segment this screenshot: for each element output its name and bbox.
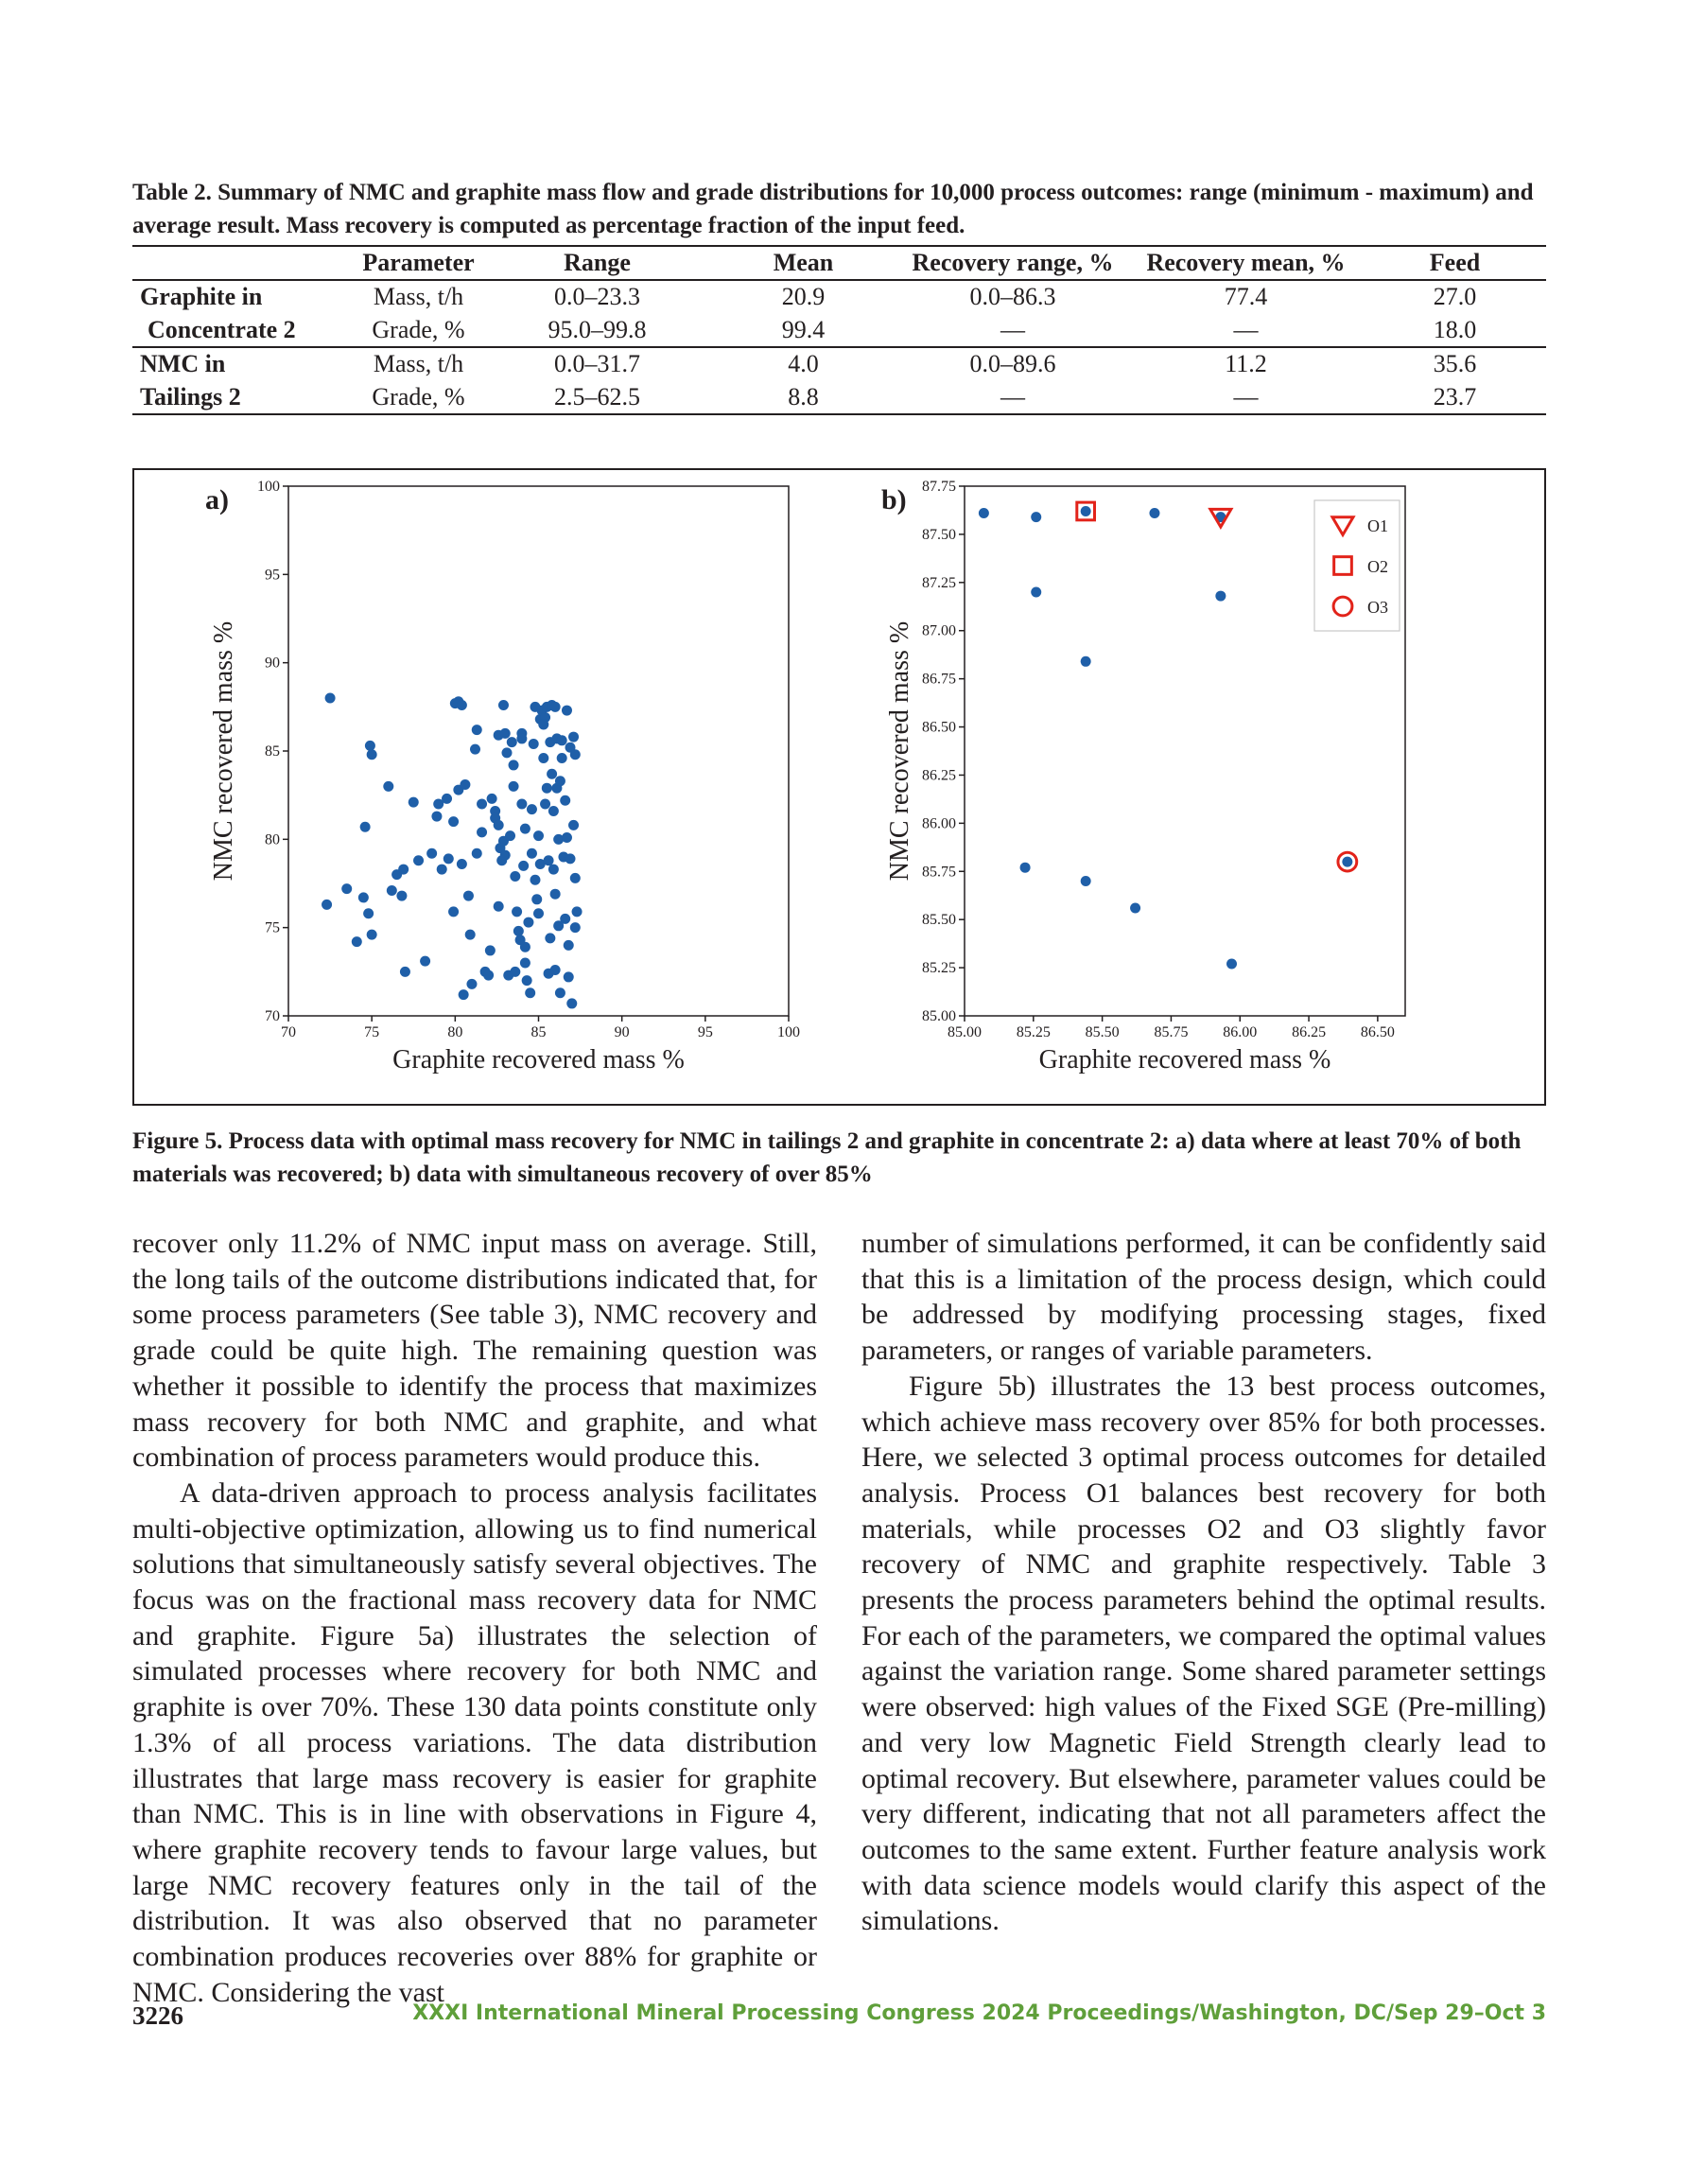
panel-b-point bbox=[1031, 587, 1041, 598]
panel-b-point bbox=[979, 508, 989, 518]
panel-a-point bbox=[477, 799, 487, 810]
table-header-cell: Recovery mean, % bbox=[1128, 246, 1364, 280]
panel-a-point bbox=[367, 930, 377, 940]
panel-a-x-tick-label: 70 bbox=[281, 1024, 296, 1040]
panel-a-point bbox=[426, 848, 437, 859]
table-cell: Grade, % bbox=[372, 315, 465, 343]
panel-a-x-tick-label: 95 bbox=[697, 1024, 713, 1040]
table-cell: 11.2 bbox=[1128, 347, 1364, 381]
panel-a-y-tick-label: 90 bbox=[265, 655, 280, 672]
paragraph: number of simulations performed, it can be confidently said that this is a limitation of the process design, which could be addressed by modifying processing stages, fixed parameters, or ranges of variable parameters. bbox=[861, 1228, 1546, 1367]
panel-b-legend-label: O1 bbox=[1367, 516, 1388, 535]
panel-a-x-tick-label: 85 bbox=[530, 1024, 547, 1040]
panel-b-y-tick-label: 85.50 bbox=[922, 912, 956, 929]
table-cell: 8.8 bbox=[709, 381, 897, 415]
table-cell: — bbox=[1128, 381, 1364, 415]
panel-a-point bbox=[398, 865, 409, 875]
panel-a-point bbox=[560, 795, 570, 806]
panel-a-point bbox=[383, 781, 393, 792]
panel-a-point bbox=[365, 741, 375, 751]
panel-b-x-tick-label: 85.75 bbox=[1154, 1024, 1189, 1040]
table-cell: 77.4 bbox=[1128, 280, 1364, 314]
panel-a-point bbox=[538, 720, 548, 730]
panel-b-point bbox=[1031, 512, 1041, 522]
panel-a-chart bbox=[205, 479, 800, 1075]
table-cell: 18.0 bbox=[1433, 315, 1477, 343]
panel-a-point bbox=[494, 820, 504, 830]
panel-b-point bbox=[1226, 959, 1237, 970]
panel-a-point bbox=[457, 859, 467, 869]
table-header-cell bbox=[132, 246, 352, 280]
panel-b-x-tick-label: 85.25 bbox=[1016, 1024, 1051, 1040]
panel-a-point bbox=[442, 794, 452, 804]
panel-b-y-tick-label: 86.00 bbox=[922, 815, 956, 832]
panel-a-point bbox=[483, 970, 494, 981]
panel-a-point bbox=[525, 987, 535, 998]
table-row bbox=[132, 381, 1546, 415]
body-column-right bbox=[861, 1226, 1546, 1939]
panel-a-point bbox=[560, 914, 570, 924]
summary-table bbox=[132, 245, 1546, 415]
panel-a-point bbox=[555, 776, 565, 786]
panel-a-point bbox=[516, 799, 527, 810]
panel-a-y-tick-label: 75 bbox=[265, 919, 280, 936]
panel-a-point bbox=[568, 732, 579, 743]
panel-a-point bbox=[494, 901, 504, 912]
table-cell: 0.0–86.3 bbox=[897, 280, 1128, 314]
figure-5-charts bbox=[134, 470, 1544, 1104]
panel-a-point bbox=[527, 848, 537, 859]
panel-a-point bbox=[527, 804, 537, 814]
panel-b-y-tick-label: 87.00 bbox=[922, 622, 956, 639]
panel-a-point bbox=[448, 816, 459, 827]
table-cell: — bbox=[1000, 315, 1025, 343]
panel-b-y-tick-label: 86.75 bbox=[922, 671, 956, 688]
panel-b-legend-label: O3 bbox=[1367, 598, 1388, 617]
panel-a-point bbox=[530, 702, 540, 712]
panel-a-point bbox=[457, 700, 467, 710]
panel-a-point bbox=[431, 812, 442, 822]
panel-a-y-tick-label: 100 bbox=[257, 479, 280, 495]
panel-b-x-tick-label: 86.50 bbox=[1360, 1024, 1395, 1040]
table-cell: 4.0 bbox=[709, 347, 897, 381]
table-cell: 27.0 bbox=[1364, 280, 1546, 314]
panel-a-point bbox=[420, 956, 430, 967]
panel-a-point bbox=[360, 822, 371, 832]
panel-a-point bbox=[387, 885, 397, 896]
panel-a-plot-area bbox=[288, 486, 789, 1016]
panel-b-y-tick-label: 86.50 bbox=[922, 719, 956, 736]
panel-a-point bbox=[565, 853, 576, 864]
panel-a-point bbox=[564, 971, 574, 982]
panel-a-point bbox=[566, 998, 577, 1008]
panel-a-point bbox=[550, 889, 561, 900]
table-cell: 20.9 bbox=[709, 280, 897, 314]
running-footer-title: XXXI International Mineral Processing Congress 2024 Proceedings/Washington, DC/Sep 29–Oct 3 bbox=[412, 2001, 1546, 2025]
panel-a-point bbox=[523, 917, 533, 928]
panel-b-y-tick-label: 86.25 bbox=[922, 767, 956, 784]
panel-a-point bbox=[557, 753, 567, 763]
panel-a-x-tick-label: 90 bbox=[614, 1024, 630, 1040]
panel-a-point bbox=[409, 797, 419, 808]
panel-a-point bbox=[500, 850, 511, 861]
page-number: 3226 bbox=[132, 2001, 183, 2030]
panel-a-point bbox=[322, 900, 332, 910]
panel-b-point bbox=[1081, 656, 1091, 667]
panel-a-point bbox=[545, 933, 555, 943]
panel-a-point bbox=[466, 979, 477, 989]
table-cell: 23.7 bbox=[1364, 381, 1546, 415]
table-cell: 2.5–62.5 bbox=[485, 381, 709, 415]
panel-b-label: b) bbox=[881, 484, 907, 515]
panel-a-point bbox=[460, 779, 470, 790]
table-row bbox=[132, 280, 1546, 314]
panel-b-legend-label: O2 bbox=[1367, 557, 1388, 576]
table-header-cell: Feed bbox=[1364, 246, 1546, 280]
panel-a-point bbox=[548, 865, 559, 875]
panel-a-y-tick-label: 95 bbox=[265, 567, 280, 584]
body-column-left bbox=[132, 1226, 817, 2010]
panel-a-point bbox=[562, 706, 572, 716]
paragraph: A data-driven approach to process analysis facilitates multi-objective optimization, allowing us to find numerical solutions that simultaneously satisfy several objectives. The focus was on the fractional mass recovery data for NMC and graphite. Figure 5a) illustrates the selection of simulated processes where recovery for both NMC and graphite is over 70%. These 130 data points constitute only 1.3% of all process variations. The data distribution illustrates that large mass recovery is easier for graphite than NMC. This is in line with observations in Figure 4, where graphite recovery tends to favour large values, but large NMC recovery features only in the tail of the distribution. It was also observed that no parameter combination produces recoveries over 88% for graphite or NMC. Considering the vast bbox=[132, 1476, 817, 2008]
table-cell: Mass, t/h bbox=[352, 347, 485, 381]
panel-b-x-tick-label: 85.00 bbox=[948, 1024, 982, 1040]
panel-b-point bbox=[1081, 506, 1091, 516]
panel-a-point bbox=[459, 989, 469, 1000]
table-header-row bbox=[132, 246, 1546, 280]
table-cell-group: Tailings 2 bbox=[132, 381, 352, 415]
panel-a-point bbox=[352, 936, 362, 947]
table-header-cell: Range bbox=[485, 246, 709, 280]
panel-b-point bbox=[1020, 863, 1031, 873]
panel-a-point bbox=[572, 906, 583, 917]
table-cell: 99.4 bbox=[781, 315, 826, 343]
table-cell: 35.6 bbox=[1364, 347, 1546, 381]
paragraph: recover only 11.2% of NMC input mass on average. Still, the long tails of the outcome distributions indicated that, for some process parameters (See table 3), NMC recovery and grade could be quite high. The remaining question was whether it possible to identify the process that maximizes mass recovery for both NMC and graphite, and what combination of process parameters would produce this. bbox=[132, 1228, 817, 1474]
panel-a-point bbox=[513, 926, 524, 936]
panel-a-point bbox=[518, 861, 529, 871]
table-cell: Grade, % bbox=[352, 381, 485, 415]
panel-b-point bbox=[1130, 902, 1140, 913]
panel-a-point bbox=[547, 769, 557, 779]
panel-a-point bbox=[400, 967, 410, 977]
panel-a-point bbox=[363, 908, 374, 918]
panel-a-point bbox=[509, 760, 519, 770]
panel-a-point bbox=[341, 883, 352, 894]
table-header-cell: Mean bbox=[709, 246, 897, 280]
panel-a-point bbox=[477, 827, 487, 837]
panel-a-x-tick-label: 75 bbox=[364, 1024, 380, 1040]
panel-a-point bbox=[531, 894, 542, 904]
panel-a-x-axis-label: Graphite recovered mass % bbox=[392, 1045, 685, 1075]
panel-a-point bbox=[548, 806, 559, 816]
panel-a-point bbox=[516, 733, 527, 743]
panel-a-point bbox=[325, 693, 336, 704]
panel-a-point bbox=[530, 875, 540, 885]
table-cell: Mass, t/h bbox=[352, 280, 485, 314]
panel-a-point bbox=[540, 799, 550, 810]
panel-b-y-tick-label: 87.25 bbox=[922, 574, 956, 591]
panel-a-x-tick-label: 80 bbox=[447, 1024, 463, 1040]
panel-a-point bbox=[550, 702, 561, 712]
panel-a-point bbox=[512, 906, 522, 917]
table-cell-group: Graphite in bbox=[132, 280, 352, 314]
panel-a-y-tick-label: 85 bbox=[265, 743, 280, 760]
panel-b-point bbox=[1149, 508, 1159, 518]
table-header-cell: Recovery range, % bbox=[897, 246, 1128, 280]
panel-a-point bbox=[413, 855, 424, 865]
panel-a-point bbox=[544, 855, 554, 865]
panel-a-point bbox=[542, 783, 552, 794]
table-cell: 0.0–89.6 bbox=[897, 347, 1128, 381]
panel-a-point bbox=[544, 969, 554, 979]
panel-b-chart bbox=[881, 479, 1405, 1075]
panel-a-point bbox=[568, 820, 579, 830]
panel-a-point bbox=[485, 945, 496, 955]
panel-a-point bbox=[520, 824, 530, 834]
table-header-cell: Parameter bbox=[352, 246, 485, 280]
table-caption: Table 2. Summary of NMC and graphite mass flow and grade distributions for 10,000 process outcomes: range (minimum - maximum) and average result. Mass recovery is computed as percentage fraction of the input feed. bbox=[132, 180, 1534, 238]
panel-b-y-tick-label: 85.25 bbox=[922, 960, 956, 977]
panel-b-x-tick-label: 86.25 bbox=[1292, 1024, 1327, 1040]
figure-5 bbox=[132, 468, 1546, 1106]
panel-a-point bbox=[533, 908, 544, 918]
panel-a-point bbox=[570, 922, 581, 933]
panel-a-point bbox=[570, 749, 581, 760]
panel-a-point bbox=[522, 975, 532, 986]
table-cell: 0.0–23.3 bbox=[485, 280, 709, 314]
panel-b-y-axis-label: NMC recovered mass % bbox=[885, 620, 914, 882]
table-cell: 95.0–99.8 bbox=[548, 315, 647, 343]
panel-a-point bbox=[562, 832, 572, 843]
panel-b-x-tick-label: 86.00 bbox=[1223, 1024, 1258, 1040]
panel-a-point bbox=[463, 891, 474, 901]
panel-a-point bbox=[510, 871, 520, 882]
panel-a-point bbox=[505, 830, 515, 841]
panel-a-point bbox=[520, 958, 530, 969]
table-row bbox=[132, 314, 1546, 348]
panel-b-point bbox=[1215, 591, 1226, 602]
panel-a-y-tick-label: 80 bbox=[265, 831, 280, 848]
panel-a-point bbox=[507, 737, 517, 747]
panel-b-point bbox=[1342, 857, 1352, 867]
panel-a-point bbox=[472, 725, 482, 735]
panel-a-label: a) bbox=[205, 484, 229, 515]
panel-b-y-tick-label: 87.50 bbox=[922, 526, 956, 543]
panel-a-point bbox=[443, 853, 454, 864]
panel-a-point bbox=[465, 930, 476, 940]
panel-b-x-axis-label: Graphite recovered mass % bbox=[1038, 1045, 1331, 1075]
table-cell: 0.0–31.7 bbox=[485, 347, 709, 381]
panel-a-point bbox=[396, 891, 407, 901]
panel-a-point bbox=[501, 747, 512, 758]
table-cell-group: Concentrate 2 bbox=[148, 315, 296, 343]
figure-caption: Figure 5. Process data with optimal mass recovery for NMC in tailings 2 and graphite in concentrate 2: a) data where at least 70% of both materials was recovered; b) data with simultaneous recovery of over 85% bbox=[132, 1128, 1522, 1187]
table-cell-group: NMC in bbox=[132, 347, 352, 381]
panel-a-point bbox=[358, 892, 369, 902]
panel-a-point bbox=[509, 781, 519, 792]
panel-b-x-tick-label: 85.50 bbox=[1085, 1024, 1120, 1040]
table-cell: — bbox=[897, 381, 1128, 415]
panel-a-point bbox=[487, 794, 497, 804]
panel-a-point bbox=[557, 735, 567, 745]
panel-b-y-tick-label: 85.00 bbox=[922, 1008, 956, 1024]
panel-a-point bbox=[500, 728, 511, 739]
table-row bbox=[132, 347, 1546, 381]
panel-a-point bbox=[510, 967, 520, 977]
panel-a-point bbox=[570, 873, 581, 883]
panel-a-point bbox=[529, 739, 539, 749]
table-cell: — bbox=[1233, 315, 1259, 343]
panel-a-point bbox=[437, 865, 447, 875]
panel-b-y-tick-label: 87.75 bbox=[922, 479, 956, 495]
paragraph: Figure 5b) illustrates the 13 best process outcomes, which achieve mass recovery over 85% for both processes. Here, we selected 3 optimal process outcomes for detailed analysis. Process O1 balances best recovery for both materials, while processes O2 and O3 slightly favor recovery of NMC and graphite respectively. Table 3 presents the process parameters behind the optimal results. For each of the parameters, we compared the optimal values against the variation range. Some shared parameter settings were observed: high values of the Fixed SGE (Pre-milling) and very low Magnetic Field Strength clearly lead to optimal recovery. But elsewhere, parameter values could be very different, indicating that not all parameters affect the outcomes to the same extent. Further feature analysis work with data science models would clarify this aspect of the simulations. bbox=[861, 1370, 1546, 1937]
panel-a-point bbox=[498, 700, 509, 710]
panel-a-point bbox=[470, 744, 480, 755]
panel-a-point bbox=[472, 848, 482, 859]
panel-a-y-tick-label: 70 bbox=[265, 1008, 280, 1024]
panel-a-y-axis-label: NMC recovered mass % bbox=[209, 620, 238, 882]
panel-b-point bbox=[1081, 876, 1091, 886]
panel-a-point bbox=[555, 987, 565, 998]
panel-a-x-tick-label: 100 bbox=[777, 1024, 800, 1040]
panel-a-point bbox=[367, 749, 377, 760]
panel-b-y-tick-label: 85.75 bbox=[922, 864, 956, 881]
panel-a-point bbox=[533, 830, 544, 841]
panel-a-point bbox=[520, 942, 530, 952]
panel-a-point bbox=[538, 753, 548, 763]
panel-a-point bbox=[448, 906, 459, 917]
panel-a-point bbox=[564, 940, 574, 951]
